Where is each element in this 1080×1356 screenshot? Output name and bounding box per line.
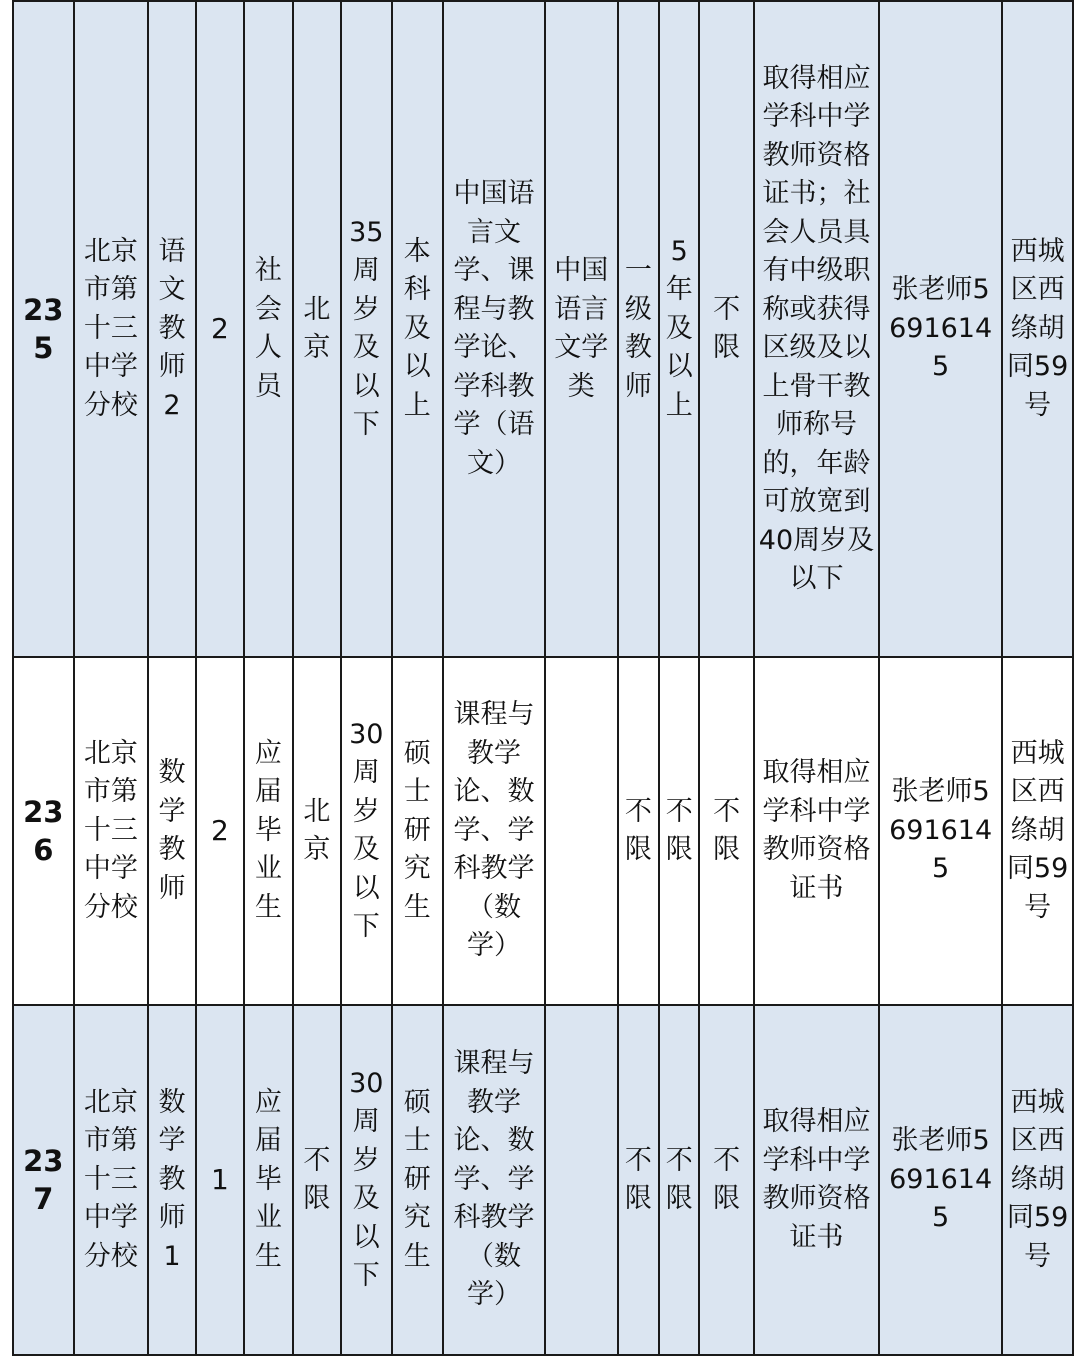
- contact-cell: 张老师56916145: [879, 1005, 1002, 1355]
- title-cell: 不限: [618, 1005, 659, 1355]
- table-row: [13, 1, 1073, 657]
- candidate-type-cell: 应届毕业生: [244, 657, 292, 1005]
- major-undergrad-cell: 中国语言文学、课程与教学论、学科教学（语文）: [443, 1, 545, 657]
- requirement-cell: 取得相应学科中学教师资格证书: [754, 657, 879, 1005]
- experience-cell: 不限: [659, 1005, 699, 1355]
- hukou-cell: 北京: [293, 657, 341, 1005]
- major-undergrad-cell: 课程与教学论、数学、学科教学（数学）: [443, 657, 545, 1005]
- requirement-cell: 取得相应学科中学教师资格证书；社会人员具有中级职称或获得区级及以上骨干教师称号的，年龄可放宽到40周岁及以下: [754, 1, 879, 657]
- school-cell: 北京市第十三中学分校: [74, 1, 149, 657]
- contact-cell: 张老师56916145: [879, 1, 1002, 657]
- hukou-cell: 不限: [293, 1005, 341, 1355]
- hire-count-cell: 2: [196, 1, 244, 657]
- row-number: 237: [13, 1005, 74, 1355]
- address-cell: 西城区西绦胡同59号: [1002, 657, 1073, 1005]
- position-cell: 语文教师2: [148, 1, 195, 657]
- experience-cell: 不限: [659, 657, 699, 1005]
- table-row: [13, 1005, 1073, 1355]
- other-cell: 不限: [699, 657, 754, 1005]
- address-cell: 西城区西绦胡同59号: [1002, 1, 1073, 657]
- candidate-type-cell: 应届毕业生: [244, 1005, 292, 1355]
- education-cell: 本科及以上: [392, 1, 443, 657]
- title-cell: 一级教师: [618, 1, 659, 657]
- recruitment-table: [12, 0, 1074, 1356]
- requirement-cell: 取得相应学科中学教师资格证书: [754, 1005, 879, 1355]
- other-cell: 不限: [699, 1005, 754, 1355]
- contact-cell: 张老师56916145: [879, 657, 1002, 1005]
- table-row: [13, 657, 1073, 1005]
- age-cell: 30周岁及以下: [341, 657, 391, 1005]
- candidate-type-cell: 社会人员: [244, 1, 292, 657]
- school-cell: 北京市第十三中学分校: [74, 1005, 149, 1355]
- address-cell: 西城区西绦胡同59号: [1002, 1005, 1073, 1355]
- position-cell: 数学教师1: [148, 1005, 195, 1355]
- other-cell: 不限: [699, 1, 754, 657]
- row-number: 235: [13, 1, 74, 657]
- education-cell: 硕士研究生: [392, 657, 443, 1005]
- position-cell: 数学教师: [148, 657, 195, 1005]
- education-cell: 硕士研究生: [392, 1005, 443, 1355]
- age-cell: 30周岁及以下: [341, 1005, 391, 1355]
- hire-count-cell: 2: [196, 657, 244, 1005]
- hire-count-cell: 1: [196, 1005, 244, 1355]
- school-cell: 北京市第十三中学分校: [74, 657, 149, 1005]
- major-undergrad-cell: 课程与教学论、数学、学科教学（数学）: [443, 1005, 545, 1355]
- row-number: 236: [13, 657, 74, 1005]
- hukou-cell: 北京: [293, 1, 341, 657]
- age-cell: 35周岁及以下: [341, 1, 391, 657]
- experience-cell: 5年及以上: [659, 1, 699, 657]
- title-cell: 不限: [618, 657, 659, 1005]
- major-grad-cell: [545, 657, 618, 1005]
- major-grad-cell: [545, 1005, 618, 1355]
- major-grad-cell: 中国语言文学类: [545, 1, 618, 657]
